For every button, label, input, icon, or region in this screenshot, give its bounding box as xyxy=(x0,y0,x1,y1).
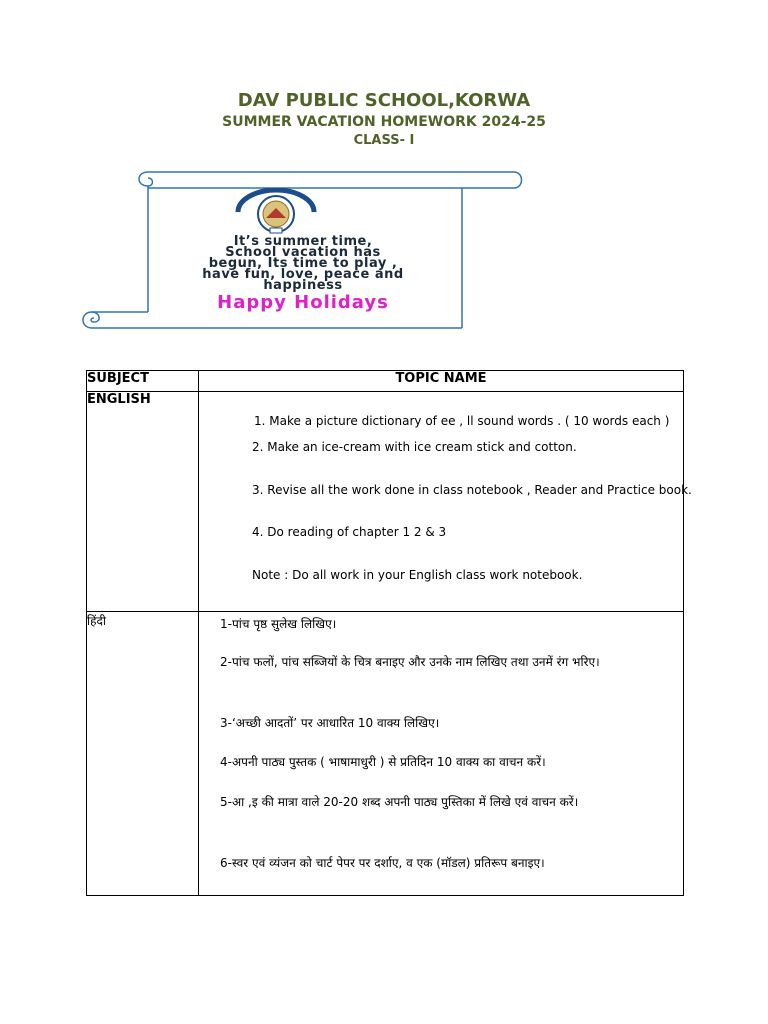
list-item: 3-‘अच्छी आदतों’ पर आधारित 10 वाक्य लिखिए। xyxy=(220,716,440,730)
topic-cell xyxy=(199,392,692,612)
list-item: 1-पांच पृष्ठ सुलेख लिखिए। xyxy=(220,617,337,631)
subject-cell: ENGLISH xyxy=(87,392,199,612)
list-item: 2-पांच फलों, पांच सब्जियों के चित्र बनाइए और उनके नाम लिखिए तथा उनमें रंग भरिए। xyxy=(220,655,600,669)
homework-title: SUMMER VACATION HOMEWORK 2024-25 xyxy=(222,114,546,130)
list-item: 4. Do reading of chapter 1 2 & 3 xyxy=(252,525,447,539)
message-line: begun, Its time to play , xyxy=(208,256,398,271)
summer-message xyxy=(140,236,466,291)
message-line: happiness xyxy=(263,278,343,293)
list-item: Note : Do all work in your English class work notebook. xyxy=(252,568,583,582)
message-line: School vacation has xyxy=(225,245,381,260)
list-item: 4-अपनी पाठ्य पुस्तक ( भाषामाधुरी ) से प्रतिदिन 10 वाक्य का वाचन करें। xyxy=(220,755,546,769)
list-item: 5-आ ,इ की मात्रा वाले 20-20 शब्द अपनी पाठ्य पुस्तिका में लिखे एवं वाचन करें। xyxy=(220,795,579,809)
happy-holidays-text: Happy Holidays xyxy=(217,292,389,313)
topic-header: TOPIC NAME xyxy=(199,371,684,392)
list-item: 1. Make a picture dictionary of ee , ll sound words . ( 10 words each ) xyxy=(254,414,670,428)
list-item: 3. Revise all the work done in class notebook , Reader and Practice book. xyxy=(252,483,692,497)
list-item: 2. Make an ice-cream with ice cream stick and cotton. xyxy=(252,440,577,454)
school-name: DAV PUBLIC SCHOOL,KORWA xyxy=(237,90,531,111)
table-header-row xyxy=(87,371,684,392)
subject-cell: हिंदी xyxy=(87,612,199,896)
table-row xyxy=(87,612,684,896)
class-label: CLASS- I xyxy=(353,133,415,148)
school-logo xyxy=(232,188,320,236)
topic-cell xyxy=(199,612,684,896)
table-row xyxy=(87,392,684,612)
homework-table xyxy=(86,370,692,896)
subject-header: SUBJECT xyxy=(87,371,199,392)
message-line: It’s summer time, xyxy=(233,234,373,249)
message-line: have fun, love, peace and xyxy=(202,267,404,282)
list-item: 6-स्वर एवं व्यंजन को चार्ट पेपर पर दर्शाए, व एक (मॉडल) प्रतिरूप बनाइए। xyxy=(220,856,545,870)
